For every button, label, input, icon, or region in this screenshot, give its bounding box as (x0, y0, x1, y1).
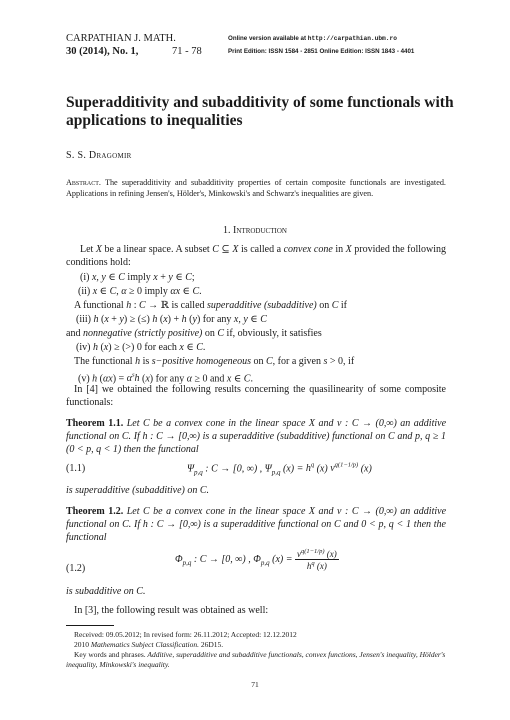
footnote-received: Received: 09.05.2012; In revised form: 26.11.2012; Accepted: 12.12.2012 (74, 630, 297, 639)
footnote-msc: 2010 Mathematics Subject Classification. 26D15. (74, 640, 224, 649)
paragraph-superadditive: A functional h : C → ℝ is called superadditive (subadditive) on C if (74, 300, 348, 311)
section-number: 1. (223, 225, 231, 236)
paragraph-linear-space: Let X be a linear space. A subset C ⊆ X is called a convex cone in X provided the following conditions hold: (66, 244, 447, 268)
online-prefix: Online version available at (228, 35, 308, 42)
print-edition: Print Edition: ISSN 1584 - 2851 Online Edition: ISSN 1843 - 4401 (228, 48, 415, 55)
journal-pages: 71 - 78 (172, 46, 202, 57)
online-version (228, 32, 397, 45)
section-heading (0, 225, 510, 236)
theorem-1-2-text: Let C be a convex cone in the linear space X and v : C → (0,∞) an additive functional on C. If h : C → [0,∞) is a superadditive functional on C and 0 < p, q < 1 then the functional (66, 506, 447, 543)
footnote-rule (66, 625, 114, 626)
author: S. S. Dragomir (66, 150, 132, 161)
page-number: 71 (251, 680, 259, 689)
equation-1-2-conclusion: is subadditive on C. (66, 586, 146, 597)
condition-iii: (iii) h (x + y) ≥ (≤) h (x) + h (y) for any x, y ∈ C (76, 314, 267, 325)
condition-ii: (ii) x ∈ C, α ≥ 0 imply αx ∈ C. (78, 286, 202, 297)
paragraph-ref4: In [4] we obtained the following results concerning the quasilinearity of some composite functionals: (66, 384, 446, 408)
journal-name: CARPATHIAN J. MATH. (66, 33, 176, 44)
footnote-keywords: Key words and phrases. Additive, superadditive and subadditive functionals, convex functions, Jensen's inequality, Hölder's inequality, Minkowski's inequality. (66, 650, 446, 669)
equation-1-1: $\Psi_{p,q}$ : C → [0, ∞) , $\Psi_{p,q}$ $(x) = h^q$ (x) $v^{q(1-1/p)}$ (x) (187, 462, 372, 477)
paragraph-homogeneous: The functional h is s−positive homogeneous on C, for a given s > 0, if (74, 356, 355, 367)
journal-volume: 30 (2014), No. 1, (66, 46, 139, 57)
abstract-text: The superadditivity and subadditivity properties of certain composite functionals are investigated. Applications in refining Jensen's, Hölder's, Minkowski's and Schwarz's inequalities are given. (66, 178, 446, 198)
theorem-1-2-label: Theorem 1.2. (66, 506, 124, 517)
paragraph-nonnegative: and nonnegative (strictly positive) on C if, obviously, it satisfies (66, 328, 322, 339)
abstract (66, 177, 446, 199)
condition-iv: (iv) h (x) ≥ (>) 0 for each x ∈ C. (76, 342, 206, 353)
equation-1-1-conclusion: is superadditive (subadditive) on C. (66, 485, 210, 496)
condition-v: (v) h $(\alpha x) = \alpha^sh$ (x) for any α ≥ 0 and x ∈ C. (78, 372, 253, 385)
condition-i: (i) x, y ∈ C imply x + y ∈ C; (80, 272, 195, 283)
equation-1-2-number: (1.2) (66, 563, 86, 574)
equation-1-1-number: (1.1) (66, 463, 86, 474)
theorem-1-1-label: Theorem 1.1. (66, 418, 124, 429)
theorem-1-1-text: Let C be a convex cone in the linear space X and v : C → (0,∞) an additive functional on C. If h : C → [0,∞) is a superadditive (subadditive) functional on C and p, q ≥ 1 (0 < p, q < 1) then the functional (66, 418, 447, 455)
section-title: Introduction (233, 225, 287, 236)
paragraph-ref3: In [3], the following result was obtained as well: (74, 605, 269, 616)
equation-1-2: $\Phi_{p,q}$ : C → [0, ∞) , $\Phi_{p,q}$ (x) = $\frac{v^{q(1-1/p)} (x)}{h^q (x)}$ (175, 548, 337, 571)
theorem-1-1 (66, 417, 446, 456)
theorem-1-2 (66, 505, 446, 544)
online-url[interactable]: http://carpathian.ubm.ro (307, 35, 397, 42)
paper-title: Superadditivity and subadditivity of some functionals with applications to inequalities (66, 94, 454, 129)
abstract-label: Abstract. (66, 178, 101, 187)
